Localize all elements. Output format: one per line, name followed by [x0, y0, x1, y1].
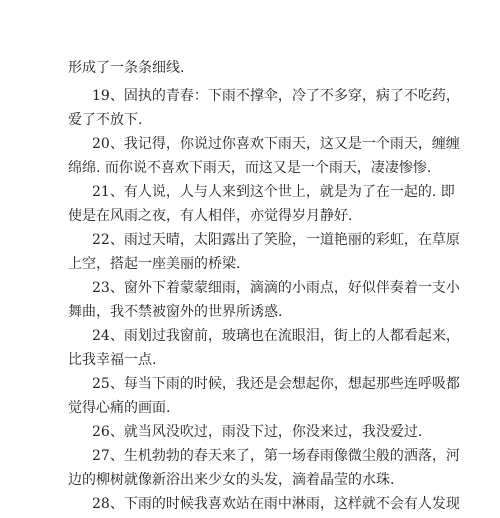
text-line: 24、雨划过我窗前，玻璃也在流眼泪，街上的人都看起来，	[92, 328, 460, 344]
text-line: 使是在风雨之夜，有人相伴，亦觉得岁月静好.	[68, 208, 353, 224]
text-line: 20、我记得，你说过你喜欢下雨天，这又是一个雨天，缠缠	[92, 136, 460, 152]
text-line: 26、就当风没吹过，雨没下过，你没来过，我没爱过.	[92, 424, 423, 440]
text-line: 21、有人说，人与人来到这个世上，就是为了在一起的. 即	[92, 184, 455, 200]
text-line: 觉得心痛的画面.	[68, 400, 171, 416]
text-line: 25、每当下雨的时候，我还是会想起你，想起那些连呼吸都	[92, 376, 460, 392]
text-line: 上空，搭起一座美丽的桥梁.	[68, 256, 241, 272]
text-line: 舞曲，我不禁被窗外的世界所诱惑.	[68, 304, 283, 320]
text-line: 形成了一条条细线.	[68, 60, 185, 76]
text-line: 27、生机勃勃的春天来了，第一场春雨像微尘般的洒落，河	[92, 448, 460, 464]
text-line: 19、固执的青春：下雨不撑伞，冷了不多穿，病了不吃药，	[92, 88, 460, 104]
text-line: 23、窗外下着蒙蒙细雨，滴滴的小雨点，好似伴奏着一支小	[92, 280, 460, 296]
text-line: 绵绵. 而你说不喜欢下雨天，而这又是一个雨天，凄凄惨惨.	[68, 160, 432, 176]
text-line: 爱了不放下.	[68, 112, 143, 128]
text-line: 比我幸福一点.	[68, 352, 157, 368]
text-line: 28、下雨的时候我喜欢站在雨中淋雨，这样就不会有人发现	[92, 496, 460, 512]
text-line: 边的柳树就像新浴出来少女的头发，滴着晶莹的水珠.	[68, 472, 395, 488]
text-line: 22、雨过天晴，太阳露出了笑脸，一道艳丽的彩虹，在草原	[92, 232, 460, 248]
